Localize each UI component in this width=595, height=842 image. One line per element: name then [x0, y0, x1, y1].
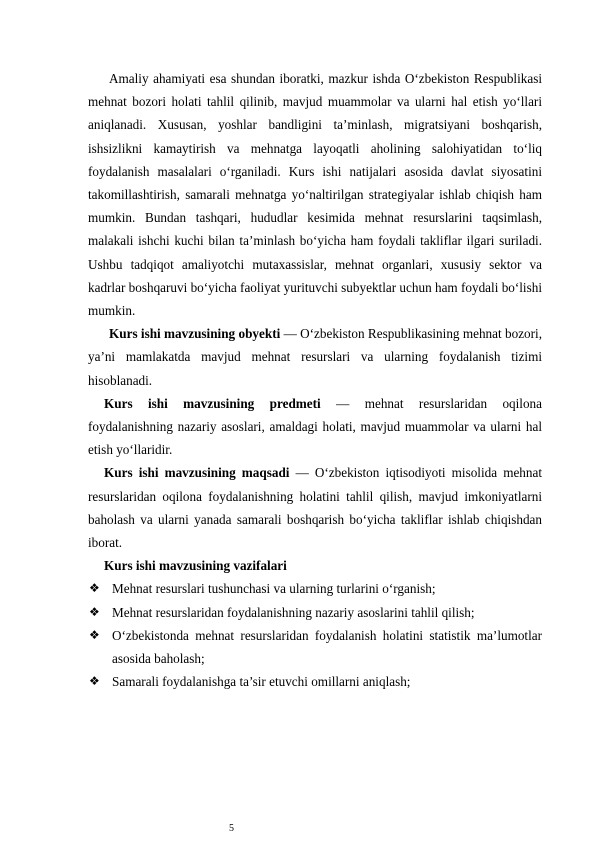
diamond-bullet-icon: ❖ — [89, 581, 100, 596]
tasks-list — [88, 577, 542, 693]
goal-paragraph — [88, 461, 542, 554]
list-item — [88, 601, 542, 624]
object-label: Kurs ishi mavzusining obyekti — [109, 326, 281, 342]
diamond-bullet-icon: ❖ — [89, 674, 100, 689]
goal-label: Kurs ishi mavzusining maqsadi — [104, 465, 290, 481]
subject-paragraph — [88, 392, 542, 462]
task-text: Mehnat resurslaridan foydalanishning nazariy asoslarini tahlil qilish; — [112, 604, 475, 620]
task-text: O‘zbekistonda mehnat resurslaridan foydalanish holatini statistik ma’lumotlar asosida baholash; — [112, 627, 542, 667]
diamond-bullet-icon: ❖ — [89, 604, 100, 619]
diamond-bullet-icon: ❖ — [89, 627, 100, 642]
task-text: Mehnat resurslari tushunchasi va ularning turlarini o‘rganish; — [112, 581, 436, 597]
goal-text: — O‘zbekiston iqtisodiyoti misolida mehnat resurslaridan oqilona foydalanishning holatini tahlil qilish, mavjud imkoniyatlarni baholash va ularni yanada samarali boshqarish bo‘yicha takliflar ishlab chiqishdan iborat. — [88, 465, 543, 551]
task-text: Samarali foydalanishga ta’sir etuvchi omillarni aniqlash; — [112, 674, 411, 690]
object-paragraph — [88, 322, 542, 392]
list-item — [88, 577, 542, 600]
subject-text: — mehnat resurslaridan oqilona foydalanishning nazariy asoslari, amaldagi holati, mavjud muammolar va ularni hal etish yo‘llaridir. — [88, 395, 542, 458]
list-item — [88, 670, 542, 693]
object-text: — O‘zbekiston Respublikasining mehnat bozori, ya’ni mamlakatda mavjud mehnat resurslari va ularning foydalanish tizimi hisoblanadi. — [88, 326, 542, 388]
list-item — [88, 624, 542, 670]
page-number: 5 — [229, 823, 234, 834]
tasks-heading: Kurs ishi mavzusining vazifalari — [104, 558, 287, 574]
practical-significance-paragraph: Amaliy ahamiyati esa shundan iboratki, mazkur ishda O‘zbekiston Respublikasi mehnat bozori holati tahlil qilinib, mavjud muammolar va ularni hal etish yo‘llari aniqlanadi. Xususan, yoshlar bandligini ta’minlash, migratsiyani boshqarish, ishsizlikni kamaytirish va mehnatga layoqatli aholining salohiyatidan to‘liq foydalanish masalalari o‘rganiladi. Kurs ishi natijalari asosida davlat siyosatini takomillashtirish, samarali mehnatga yo‘naltirilgan strategiyalar ishlab chiqish ham mumkin. Bundan tashqari, hududlar kesimida mehnat resurslarini taqsimlash, malakali ishchi kuchi bilan ta’minlash bo‘yicha ham foydali takliflar ilgari suriladi. Ushbu tadqiqot amaliyotchi mutaxassislar, mehnat organlari, xususiy sektor va kadrlar boshqaruvi bo‘yicha faoliyat yurituvchi subyektlar uchun ham foydali bo‘lishi mumkin. — [88, 71, 542, 319]
subject-label: Kurs ishi mavzusining predmeti — [104, 395, 321, 411]
page-content — [88, 67, 542, 693]
